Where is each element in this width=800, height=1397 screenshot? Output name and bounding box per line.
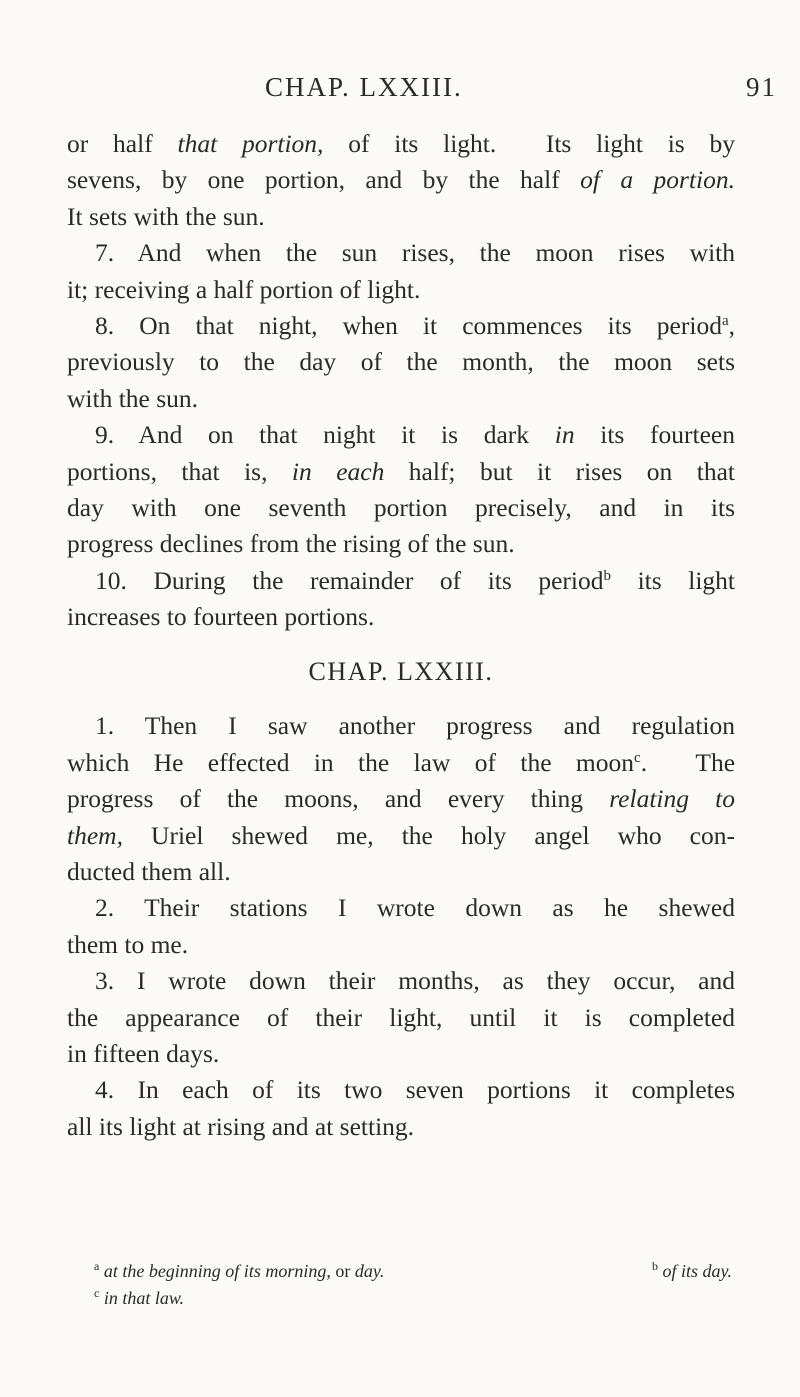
line-text-rest: its light xyxy=(611,565,735,595)
italic-text: relating to xyxy=(609,784,736,814)
text-line xyxy=(67,454,735,490)
text-line xyxy=(67,199,735,235)
text-line xyxy=(67,599,735,635)
line-content xyxy=(67,490,735,526)
line-text: 4. In each of its two seven portions it completes xyxy=(95,1075,735,1105)
line-text-rest: its fourteen xyxy=(574,420,735,450)
line-text: 9. And on that night it is dark xyxy=(95,420,555,450)
line-content xyxy=(95,417,735,453)
footnote-a-alt: day. xyxy=(354,1261,385,1281)
line-text: all its light at rising and at setting. xyxy=(67,1111,415,1141)
line-text: progress declines from the rising of the sun. xyxy=(67,529,515,559)
line-content xyxy=(67,381,198,417)
text-line xyxy=(67,563,735,599)
line-text: 1. Then I saw another progress and regulation xyxy=(95,711,735,741)
line-content xyxy=(67,126,735,162)
italic-text: of a portion. xyxy=(580,165,735,195)
line-content xyxy=(67,745,735,781)
italic-text: in xyxy=(554,420,575,450)
line-text: them to me. xyxy=(67,929,189,959)
footnote-ref: b xyxy=(603,567,612,584)
line-text: which He effected in the law of the moon xyxy=(67,747,635,777)
footnote-row-1 xyxy=(94,1258,734,1285)
text-line xyxy=(67,890,735,926)
text-line xyxy=(67,781,735,817)
text-line xyxy=(67,963,735,999)
text-line xyxy=(67,927,735,963)
line-text: 10. During the remainder of its period xyxy=(95,565,604,595)
text-line xyxy=(67,272,735,308)
text-line xyxy=(67,708,735,744)
footnote-a xyxy=(94,1261,384,1281)
footnote-c xyxy=(94,1288,184,1308)
paragraph-block-chap-lxxiii xyxy=(67,708,735,1145)
text-line xyxy=(67,1072,735,1108)
text-line xyxy=(67,1036,735,1072)
line-text-rest: Uriel shewed me, the holy angel who con- xyxy=(122,820,735,850)
line-text: 8. On that night, when it commences its period xyxy=(95,310,722,340)
line-text: sevens, by one portion, and by the half xyxy=(67,165,581,195)
text-line xyxy=(67,1109,735,1145)
text-line xyxy=(67,235,735,271)
line-text: previously to the day of the month, the moon sets xyxy=(67,347,735,377)
text-line xyxy=(67,162,735,198)
line-text-rest: half; but it rises on that xyxy=(384,456,735,486)
line-text-rest: of its light. Its light is by xyxy=(323,129,736,158)
chapter-heading: CHAP. LXXIII. xyxy=(308,657,494,687)
running-head-title: CHAP. LXXIII. xyxy=(265,72,463,102)
footnotes xyxy=(94,1258,734,1312)
line-content xyxy=(67,526,515,562)
line-content xyxy=(67,454,735,490)
body-text xyxy=(67,126,735,1145)
line-content xyxy=(67,599,374,635)
footnote-b-text: of its day. xyxy=(662,1261,733,1281)
line-content xyxy=(95,563,735,599)
line-content xyxy=(67,854,231,890)
line-content xyxy=(95,963,735,999)
line-text: with the sun. xyxy=(67,383,199,413)
footnote-c-mark: c xyxy=(94,1286,100,1300)
line-text-rest: , xyxy=(728,310,735,340)
footnote-row-2 xyxy=(94,1285,734,1312)
line-text: It sets with the sun. xyxy=(67,201,265,231)
text-line xyxy=(67,526,735,562)
line-text: increases to fourteen portions. xyxy=(67,602,375,632)
page-number: 91 xyxy=(746,72,777,102)
footnote-a-or: or xyxy=(330,1261,355,1281)
text-line xyxy=(67,308,735,344)
text-line xyxy=(67,381,735,417)
footnote-ref: a xyxy=(721,312,729,329)
line-content xyxy=(67,344,735,380)
italic-text: in each xyxy=(291,456,385,486)
line-content xyxy=(67,1000,735,1036)
line-text-rest: . The xyxy=(640,747,736,777)
text-line xyxy=(67,126,735,162)
line-content xyxy=(95,235,735,271)
footnote-a-mark: a xyxy=(94,1259,100,1273)
line-text: or half xyxy=(67,129,178,158)
line-content xyxy=(95,308,735,344)
footnote-b-mark: b xyxy=(652,1259,658,1273)
line-text: progress of the moons, and every thing xyxy=(67,784,610,814)
line-text: 2. Their stations I wrote down as he shewed xyxy=(95,893,735,923)
line-content xyxy=(95,708,735,744)
text-line xyxy=(67,490,735,526)
line-content xyxy=(67,927,188,963)
line-text: 3. I wrote down their months, as they occur, and xyxy=(95,966,735,996)
line-text: 7. And when the sun rises, the moon rises with xyxy=(95,238,735,268)
footnote-c-text: in that law. xyxy=(103,1288,185,1308)
line-content xyxy=(67,1109,414,1145)
line-text: in fifteen days. xyxy=(67,1038,220,1068)
footnote-a-text: at the beginning of its morning, xyxy=(103,1261,331,1281)
line-text: portions, that is, xyxy=(67,456,292,486)
text-line xyxy=(67,344,735,380)
text-line xyxy=(67,417,735,453)
text-line xyxy=(67,1000,735,1036)
line-text: day with one seventh portion precisely, and in its xyxy=(67,492,735,522)
line-content xyxy=(67,818,735,854)
text-line xyxy=(67,854,735,890)
footnote-ref: c xyxy=(634,749,641,766)
line-text: ducted them all. xyxy=(67,857,231,887)
line-text: the appearance of their light, until it is completed xyxy=(67,1002,735,1032)
line-text: it; receiving a half portion of light. xyxy=(67,274,421,304)
paragraph-block-chap-lxxii-end xyxy=(67,126,735,635)
line-content xyxy=(95,1072,735,1108)
line-content xyxy=(67,781,735,817)
line-content xyxy=(67,272,420,308)
line-content xyxy=(67,1036,219,1072)
line-content xyxy=(95,890,735,926)
italic-text: them, xyxy=(67,820,123,850)
italic-text: that portion, xyxy=(177,129,324,158)
text-line xyxy=(67,745,735,781)
line-content xyxy=(67,162,735,198)
line-content xyxy=(67,199,265,235)
footnote-b xyxy=(652,1258,732,1285)
text-line xyxy=(67,818,735,854)
